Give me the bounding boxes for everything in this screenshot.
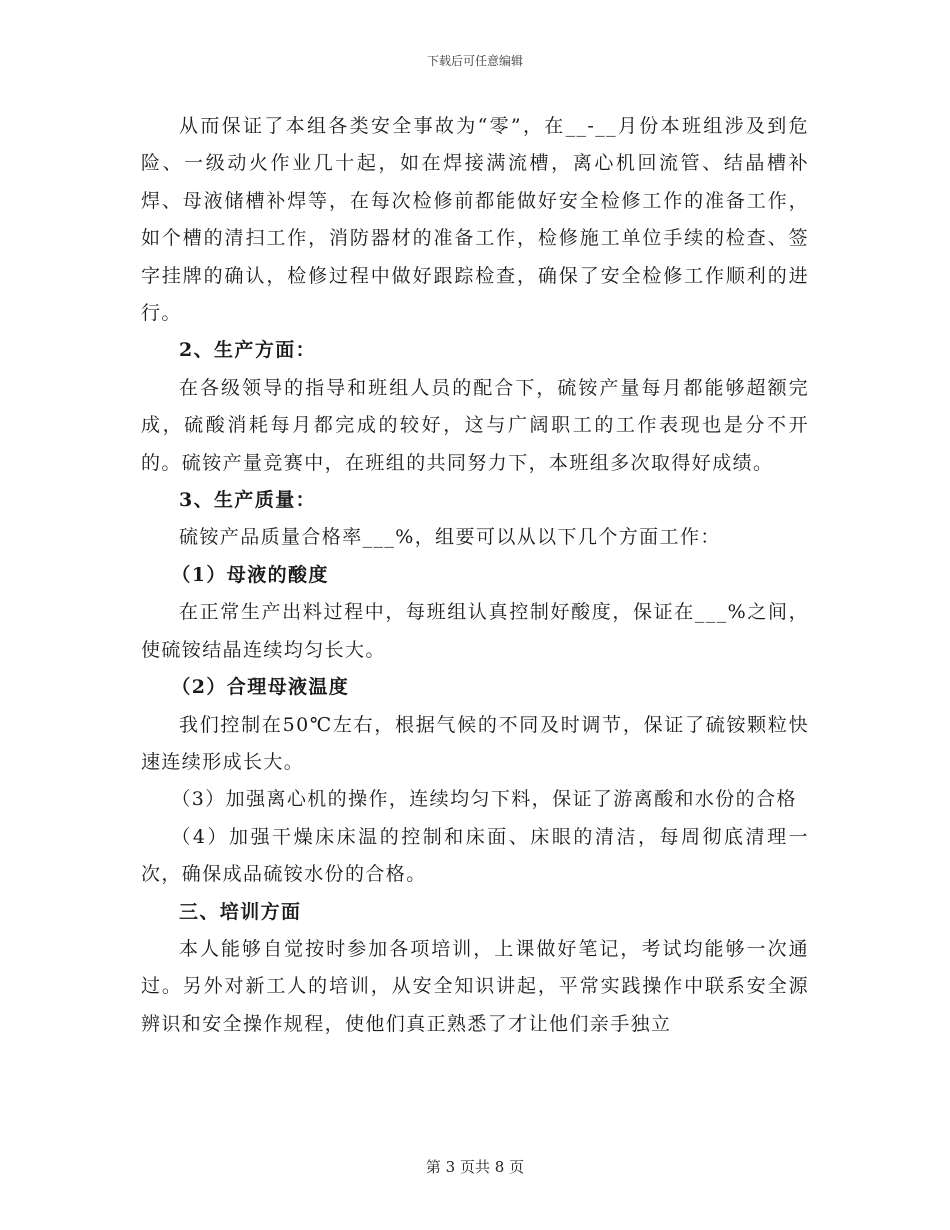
subheading-acidity: （1）母液的酸度 <box>171 563 329 586</box>
page-footer: 第 3 页共 8 页 <box>425 1158 525 1176</box>
document-body <box>141 108 809 1043</box>
paragraph-temperature: 我们控制在50℃左右，根据气候的不同及时调节，保证了硫铵颗粒快速连续形成长大。 <box>141 713 809 773</box>
list-item-centrifuge: （3）加强离心机的操作，连续均匀下料，保证了游离酸和水份的合格 <box>171 788 797 811</box>
paragraph-training: 本人能够自觉按时参加各项培训，上课做好笔记，考试均能够一次通过。另外对新工人的培训，从安全知识讲起，平常实践操作中联系安全源辨识和安全操作规程，使他们真正熟悉了才让他们亲手独立 <box>141 937 809 1035</box>
list-item-drying-bed: （4）加强干燥床床温的控制和床面、床眼的清洁，每周彻底清理一次，确保成品硫铵水份的合格。 <box>141 825 809 886</box>
section-heading-training: 三、培训方面 <box>179 900 302 923</box>
paragraph-acidity: 在正常生产出料过程中，每班组认真控制好酸度，保证在___%之间，使硫铵结晶连续均匀长大。 <box>141 601 809 661</box>
section-heading-quality: 3、生产质量： <box>179 489 317 512</box>
section-heading-production: 2、生产方面： <box>179 339 317 362</box>
paragraph-safety-summary: 从而保证了本组各类安全事故为“零”，在__-__月份本班组涉及到危险、一级动火作业几十起，如在焊接满流槽，离心机回流管、结晶槽补焊、母液储槽补焊等，在每次检修前都能做好安全检修工作的准备工作，如个槽的清扫工作，消防器材的准备工作，检修施工单位手续的检查、签字挂牌的确认，检修过程中做好跟踪检查，确保了安全检修工作顺利的进行。 <box>141 115 809 325</box>
page-header: 下载后可任意编辑 <box>426 54 523 68</box>
paragraph-quality-intro: 硫铵产品质量合格率___%，组要可以从以下几个方面工作： <box>179 526 721 549</box>
subheading-temperature: （2）合理母液温度 <box>171 676 350 699</box>
paragraph-production: 在各级领导的指导和班组人员的配合下，硫铵产量每月都能够超额完成，硫酸消耗每月都完成的较好，这与广阔职工的工作表现也是分不开的。硫铵产量竞赛中，在班组的共同努力下，本班组多次取得好成绩。 <box>141 376 809 474</box>
